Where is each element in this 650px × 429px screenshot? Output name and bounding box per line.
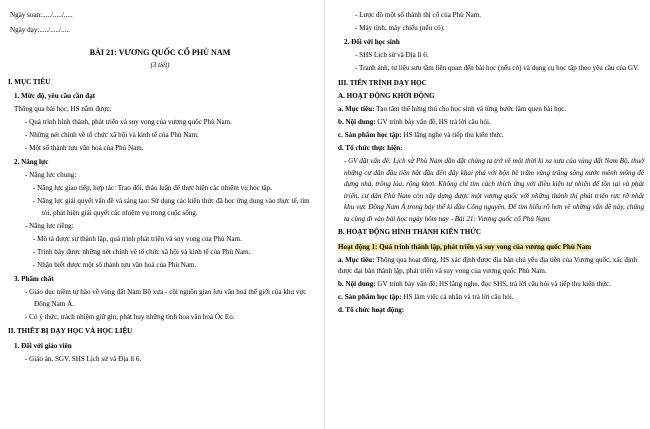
- list-item: - Năng lực giao tiếp, hợp tác: Trao đổi, thảo luận để thực hiện các nhiệm vụ học tập.: [8, 183, 312, 194]
- highlighted-text: Hoạt động 1: Quá trình thành lập, phát triển và suy vong của vương quốc Phù Nam: [338, 242, 592, 251]
- paragraph-text: Thông qua hoạt động, HS xác định được địa bàn chủ yếu địa tiền của Vương quốc, xác định được đại bàn thành lập, phát triển và suy vong của vương quốc Phù Nam.: [338, 255, 638, 276]
- left-column: [0, 0, 318, 367]
- list-item: - Một số thành tựu văn hoá của Phù Nam.: [8, 143, 312, 154]
- list-item: - Giáo án, SGV, SHS Lịch sử và Địa lí 6.: [8, 354, 312, 365]
- paragraph: [338, 255, 644, 278]
- paragraph: - GV đặt vấn đề: Lịch sử Phù Nam dần dắt chúng ta trở về một thời kì xa xưa của vùng đất Nam Bộ, thuở những cư dân đầu tiên bắt đầu đến đây khai phá với bộn bề trăm vùng trũng sông nước mênh mông đề dựng nhà, trồng lúa, rộng khơi. Không chỉ tìm cách thích ứng với điều kiện tự nhiên để tồn tại và phát triển, cư dân Phù Nam còn xây dựng được một vương quốc với những thành thị phát triển rực rỡ nhất khu vực Đông Nam Á trong bảy thế kỉ đầu Công nguyên. Để tìm hiểu rõ hơn về những vấn đề này, chúng ta cùng đi vào bài học ngày hôm nay - Bài 21: Vương quốc cổ Phù Nam.: [344, 157, 644, 223]
- label-prefix: d. Tổ chức thực hiện:: [338, 144, 403, 153]
- label-prefix: b. Nội dung:: [338, 280, 376, 289]
- label-prefix: d. Tổ chức hoạt động:: [338, 306, 405, 315]
- list-item: - Năng lực chung:: [8, 170, 312, 181]
- paragraph: [338, 104, 644, 115]
- label-prefix: b. Nội dung:: [338, 118, 376, 127]
- section-heading: II. THIẾT BỊ DẠY HỌC VÀ HỌC LIỆU: [8, 327, 133, 336]
- list-item: - Nhận biết được một số thành tựu văn hoá của Phù Nam.: [8, 260, 312, 271]
- paragraph: [338, 279, 644, 290]
- section-heading: I. MỤC TIÊU: [8, 77, 51, 86]
- label-prefix: c. Sản phẩm học tập:: [338, 293, 402, 302]
- column-divider: [324, 0, 325, 429]
- paragraph-text: Tạo tâm thế hứng thú cho học sinh và từng bước làm quen bài học.: [374, 105, 567, 114]
- section-heading: III. TIẾN TRÌNH DẠY HỌC: [338, 78, 427, 87]
- right-column: [330, 0, 650, 318]
- page-title: BÀI 21: VƯƠNG QUỐC CỔ PHÙ NAM: [89, 47, 231, 57]
- subsection-heading: 3. Phẩm chất: [14, 275, 54, 284]
- page-subtitle: (3 tiết): [150, 61, 170, 70]
- list-item: - Năng lực giải quyết vấn đề và sáng tạo: Sử dụng các kiến thức đã học ứng dụng vào thực tế, tìm tòi, phát hiện giải quyết các nhiệm vụ trong cuộc sống.: [8, 196, 312, 219]
- date-prepared: Ngày soạn:...../...../.....: [10, 11, 73, 19]
- list-item: - Trình bày được những nét chính về tổ chức xã hội và kinh tế của Phù Nam.: [8, 247, 312, 258]
- label-prefix: a. Mục tiêu:: [338, 105, 375, 114]
- activity-heading: A. HOẠT ĐỘNG KHỞI ĐỘNG: [338, 92, 435, 101]
- paragraph-text: GV trình bày vấn đề, HS trả lời câu hỏi.: [375, 118, 491, 127]
- label-prefix: c. Sản phẩm học tập:: [338, 131, 402, 140]
- paragraph: Thông qua bài học, HS nắm được:: [14, 105, 112, 114]
- list-item: - SHS Lịch sử và Địa lí 6.: [338, 50, 644, 61]
- subsection-heading: 2. Đối với học sinh: [344, 38, 400, 47]
- list-item: - Tranh ảnh, tư liệu sưu tầm liên quan đến bài học (nếu có) và dụng cụ học tập theo yêu cầu của GV.: [338, 63, 644, 74]
- paragraph: [338, 130, 644, 141]
- subsection-heading: 2. Năng lực: [14, 158, 49, 167]
- paragraph: [338, 117, 644, 128]
- right-column-body: [338, 10, 644, 317]
- activity-heading: B. HOẠT ĐỘNG HÌNH THÀNH KIẾN THỨC: [338, 228, 482, 237]
- label-prefix: a. Mục tiêu:: [338, 255, 375, 264]
- paragraph-text: HS làm việc cá nhân và trả lời câu hỏi.: [401, 293, 514, 302]
- paragraph: [338, 305, 644, 316]
- paragraph: [338, 292, 644, 303]
- list-item: - Máy tính, máy chiếu (nếu có).: [338, 23, 644, 34]
- date-taught: Ngày dạy:...../...../.....: [10, 26, 70, 35]
- subsection-heading: 1. Đối với giáo viên: [14, 341, 72, 350]
- list-item: - Năng lực riêng:: [8, 221, 312, 232]
- list-item: - Giáo dục niềm tự hào về vùng đất Nam Bộ xưa - cội nguồn giao lưu văn hoá thế giới của khu vực Đông Nam Á.: [8, 287, 312, 310]
- paragraph: [338, 143, 644, 154]
- subsection-heading: 1. Mức độ, yêu cầu cần đạt: [14, 92, 96, 101]
- activity-title-highlight: [338, 242, 644, 253]
- list-item: - Mô tả được sự thành lập, quá trình phát triển và suy vong của Phù Nam.: [8, 234, 312, 245]
- list-item: - Có ý thức, trách nhiệm giữ gìn, phát huy những tinh hoa văn hoá Óc Eo.: [8, 312, 312, 323]
- paragraph-text: GV trình bày vấn đề; HS lắng nghe, đọc SHS, trả lời câu hỏi và tiếp thu kiến thức.: [375, 280, 611, 289]
- list-item: - Những nét chính về tổ chức xã hội và kinh tế của Phù Nam.: [8, 130, 312, 141]
- left-column-body: [8, 77, 312, 366]
- list-item: - Quá trình hình thành, phát triển và suy vong của vương quốc Phù Nam.: [8, 117, 312, 128]
- list-item: - Lược đồ một số thành thị cổ của Phù Nam.: [338, 10, 644, 21]
- paragraph-text: HS lắng nghe và tiếp thu kiến thức.: [401, 131, 504, 140]
